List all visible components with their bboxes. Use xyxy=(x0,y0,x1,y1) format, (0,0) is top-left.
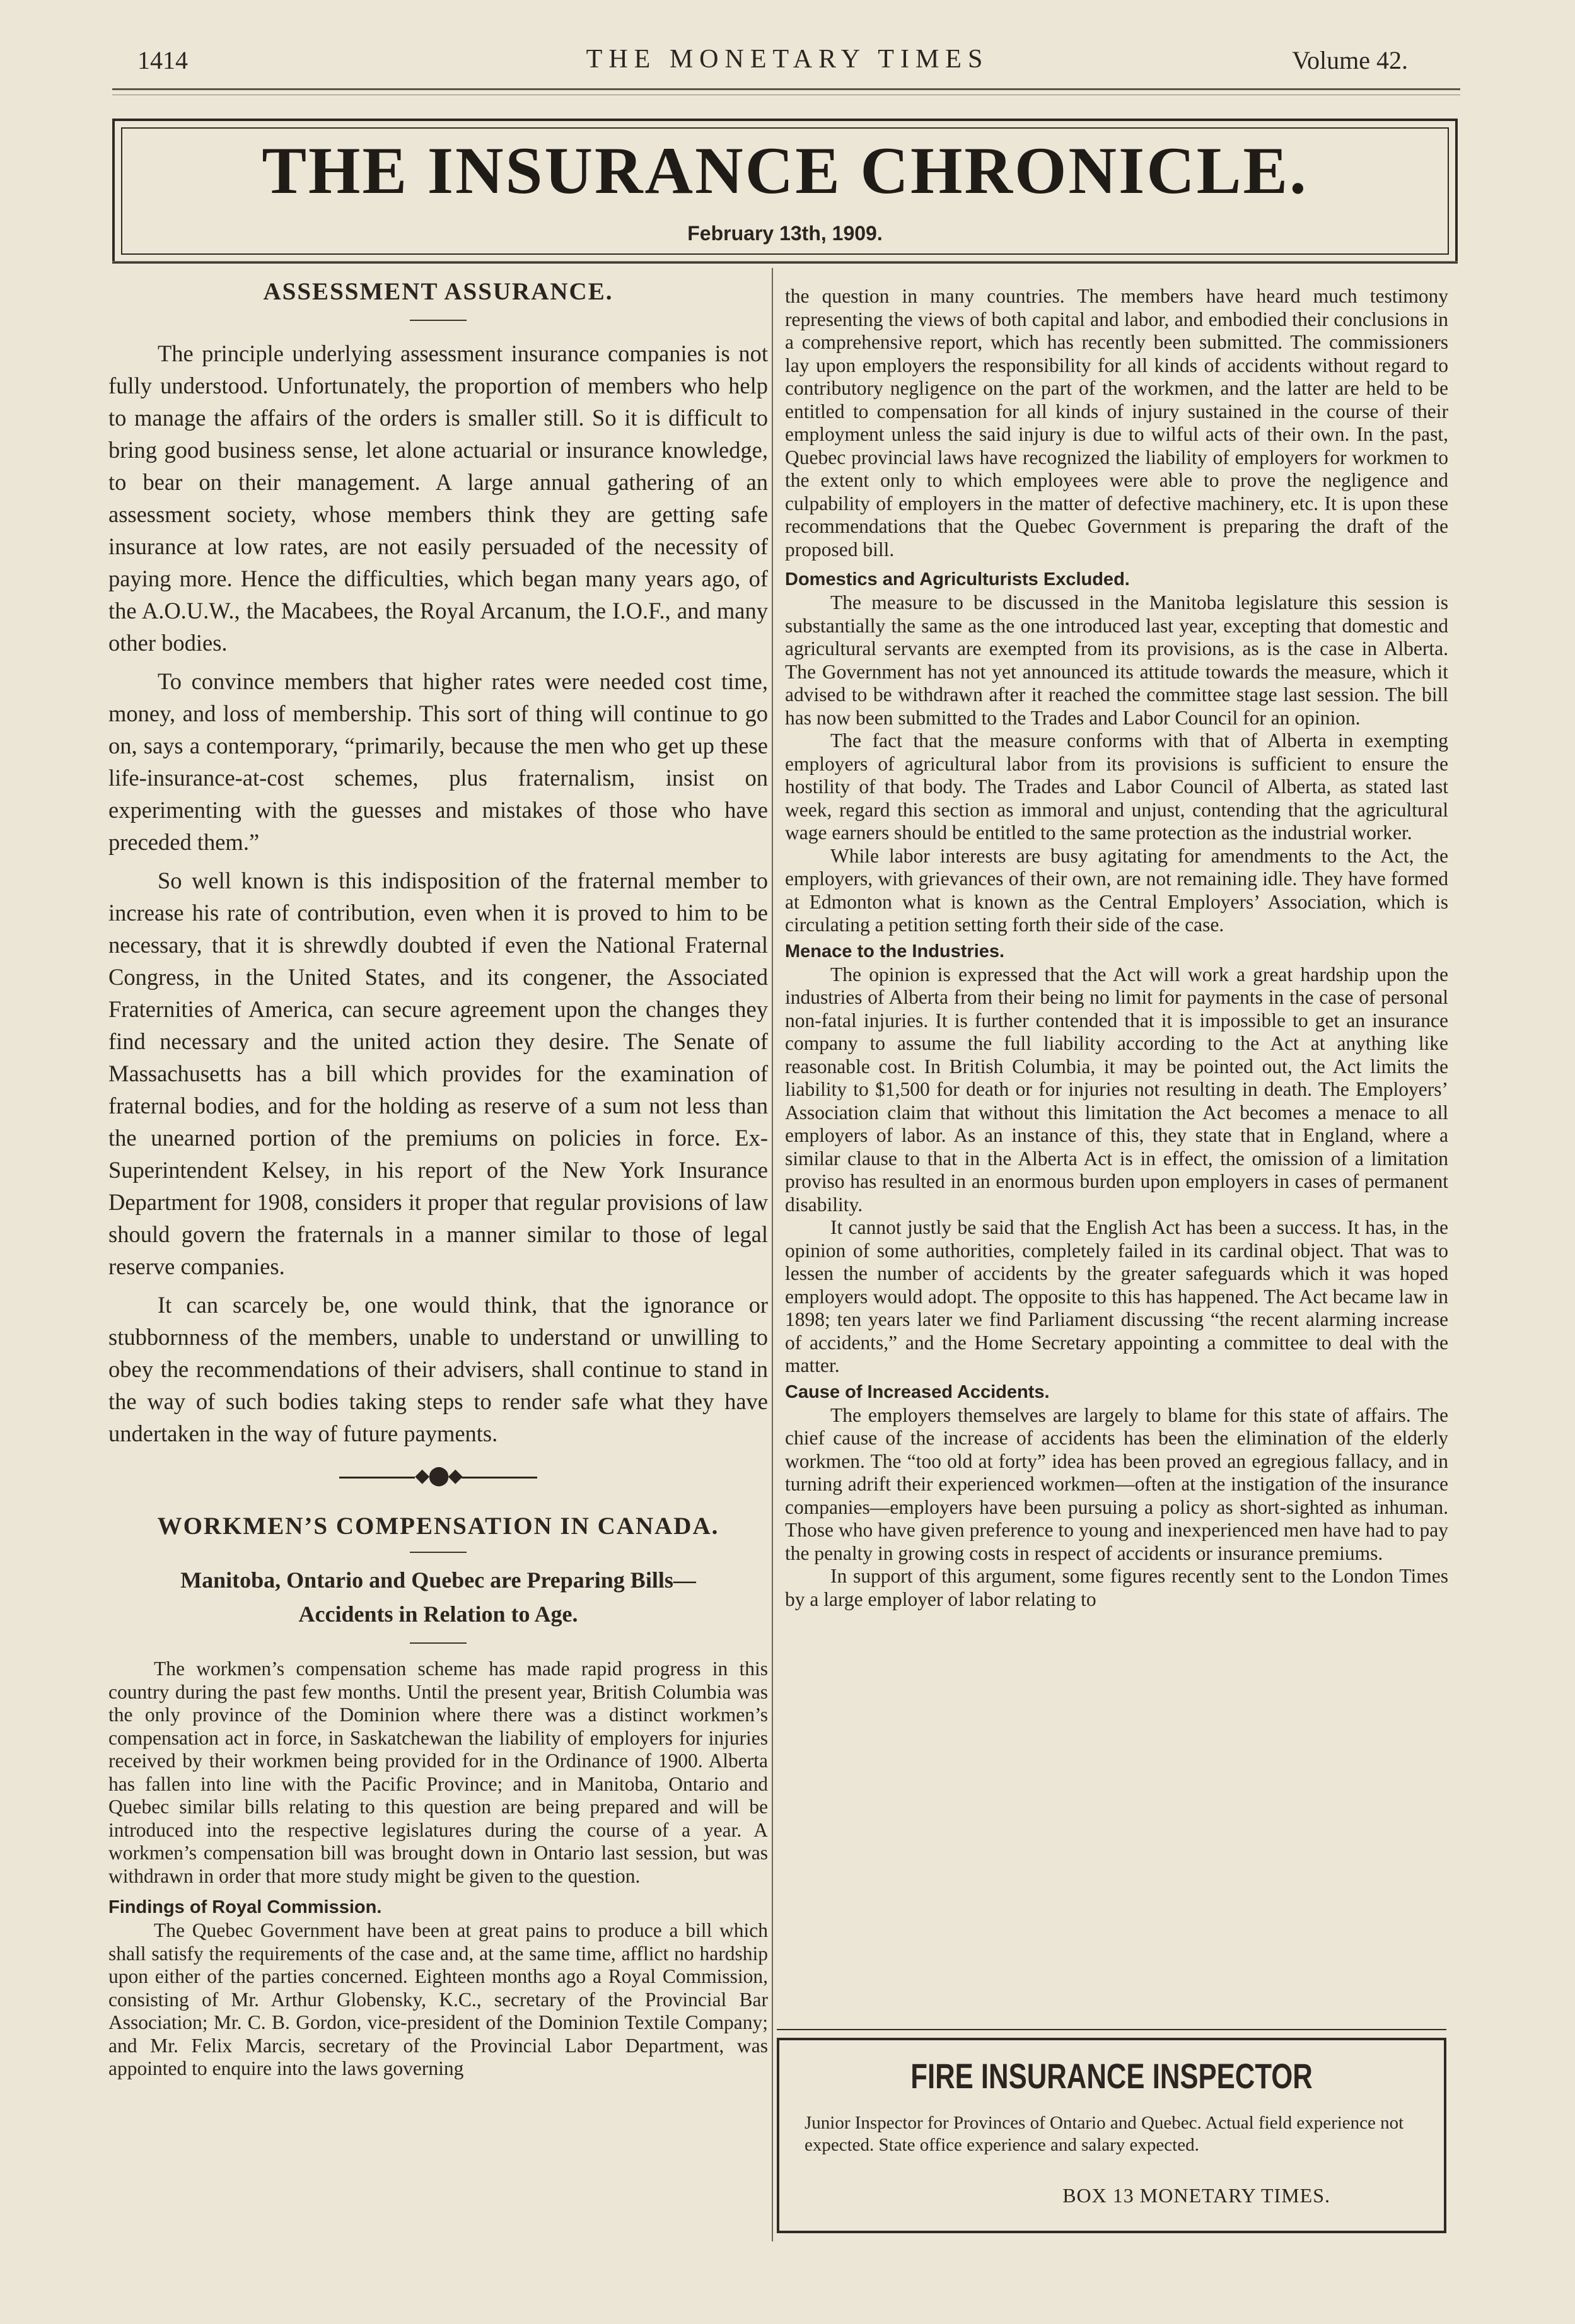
workmen-heading: WORKMEN’S COMPENSATION IN CANADA. xyxy=(157,1513,719,1540)
assessment-paragraph: So well known is this indisposition of the fraternal member to increase his rate of contribution, even when it is proved to him to be necessary, that it is shrewdly doubted if even the National Fraternal Congress, in the United States, and its congener, the Associated Fraternities of America, can secure agreement upon the changes they find necessary and the united action they desire. The Senate of Massachusetts has a bill which provides for the examination of fraternal bodies, and for the holding as reserve of a sum not less than the unearned portion of the premiums on policies in force. Ex-Superintendent Kelsey, in his report of the New York Insurance Department for 1908, considers it proper that regular provisions of law should govern the fraternals in a manner similar to those of legal reserve companies. xyxy=(108,868,768,1279)
masthead-date: February 13th, 1909. xyxy=(687,222,883,245)
ad-top-rule xyxy=(777,2029,1446,2030)
menace-paragraph: The opinion is expressed that the Act will work a great hardship upon the industries of Alberta from their being no limit for payments in the case of personal non-fatal injuries. It is further contended that it is impossible to get an insurance company to assume the full liability according to the Act at anything like reasonable cost. In British Columbia, it may be pointed out, the Act limits the liability to $1,500 for death or for injuries not resulting in death. The Employers’ Association claim that without this limitation the Act becomes a menace to all employers of labor. As an instance of this, they state that in England, where a similar clause to that in the Alberta Act is in effect, the omission of a limitation proviso has resulted in an enormous burden upon employers in cases of permanent disability. xyxy=(785,963,1448,1216)
workmen-intro: The workmen’s compensation scheme has made rapid progress in this country during the past few months. Until the present year, British Columbia was the only province of the Dominion where there was a distinct workmen’s compensation act in force, in Saskatchewan the liability of employers for injuries received by their workmen being provided for in the Ordinance of 1900. Alberta has fallen into line with the Pacific Province; and in Manitoba, Ontario and Quebec similar bills relating to this question are being prepared and will be introduced into the respective legislatures during the course of a year. A workmen’s compensation bill was brought down in Ontario last session, but was withdrawn in order that more study might be given to the question. xyxy=(108,1658,768,1887)
masthead-title: THE INSURANCE CHRONICLE. xyxy=(262,134,1308,207)
findings-heading: Findings of Royal Commission. xyxy=(108,1897,382,1917)
workmen-body-right xyxy=(785,285,1448,1611)
cause-heading: Cause of Increased Accidents. xyxy=(785,1381,1050,1402)
advertisement xyxy=(777,2038,1446,2233)
domestics-paragraph: The measure to be discussed in the Manitoba legislature this session is substantially the same as the one introduced last year, excepting that domestic and agricultural servants are exempted from its provisions, as is the case in Alberta. The Government has not yet announced its attitude towards the measure, which it advised to be withdrawn after it reached the committee stage last session. The bill has now been submitted to the Trades and Labor Council for an opinion. xyxy=(785,591,1448,729)
column-divider xyxy=(772,268,773,2241)
findings-continued: the question in many countries. The members have heard much testimony representing the views of both capital and labor, and embodied their conclusions in a comprehensive report, which has recently been submitted. The commissioners lay upon employers the responsibility for all kinds of accidents without regard to contributory negligence on the part of the workmen, and the latter are held to be entitled to compensation for all kinds of injury sustained in the course of their employment unless the said injury is due to wilful acts of their own. In the past, Quebec provincial laws have recognized the liability of employers for workmen to the extent only to which employees were able to prove the negligence and culpability of employers in the matter of defective machinery, etc. It is upon these recommendations that the Quebec Government is preparing the draft of the proposed bill. xyxy=(785,285,1448,561)
workmen-subheading: Manitoba, Ontario and Quebec are Preparing Bills— xyxy=(180,1567,696,1593)
menace-paragraph: It cannot justly be said that the English Act has been a success. It has, in the opinion of some authorities, completely failed in its cardinal object. That was to lessen the number of accidents by the greater safeguards which it was hoped employers would adopt. The opposite to this has happened. The Act became law in 1898; ten years later we find Parliament discussing “the recent alarming increase of accidents,” and the Home Secretary appointing a committee to deal with the matter. xyxy=(785,1216,1448,1376)
header-rule xyxy=(112,88,1460,90)
heading-rule xyxy=(410,320,467,321)
running-head xyxy=(0,39,1575,83)
volume-label: Volume 42. xyxy=(1292,46,1408,74)
workmen-subheading-line2: Accidents in Relation to Age. xyxy=(298,1601,578,1627)
menace-heading: Menace to the Industries. xyxy=(785,941,1005,962)
findings-paragraph: The Quebec Government have been at great pains to produce a bill which shall satisfy the requirements of the case and, at the same time, afflict no hardship upon either of the parties concerned. Eighteen months ago a Royal Commission, consisting of Mr. Arthur Globensky, K.C., secretary of the Provincial Bar Association; Mr. C. B. Gordon, vice-president of the Dominion Textile Company; and Mr. Felix Marcis, secretary of the Provincial Labor Department, was appointed to enquire into the laws governing xyxy=(108,1919,768,2079)
masthead xyxy=(112,119,1458,264)
assessment-body xyxy=(108,337,768,1450)
ad-box-number: BOX 13 MONETARY TIMES. xyxy=(1062,2184,1330,2207)
ad-title: FIRE INSURANCE INSPECTOR xyxy=(910,2056,1313,2096)
cause-paragraph: The employers themselves are largely to blame for this state of affairs. The chief cause of the increase of accidents has been the elimination of the elderly workmen. The “too old at forty” idea has been proved an egregious fallacy, and in turning adrift their experienced workmen—often at the instigation of the insurance companies—employers have been pursuing a policy as short-sighted as inhuman. Those who have given preference to young and inexperienced men have had to pay the penalty in growing costs in respect of accidents or insurance premiums. xyxy=(785,1403,1448,1564)
heading-rule xyxy=(410,1642,467,1644)
heading-rule xyxy=(410,1552,467,1553)
assessment-paragraph: To convince members that higher rates were needed cost time, money, and loss of membership. This sort of thing will continue to go on, says a contemporary, “primarily, because the men who get up these life-insurance-at-cost schemes, plus fraternalism, insist on experimenting with the guesses and mistakes of those who have preceded them.” xyxy=(108,668,768,855)
left-column xyxy=(108,277,768,2081)
masthead-rule xyxy=(112,261,1458,262)
assessment-paragraph: It can scarcely be, one would think, that the ignorance or stubbornness of the members, unable to understand or unwilling to obey the recommendations of their advisers, shall continue to stand in the way of such bodies taking steps to render safe what they have undertaken in the way of future payments. xyxy=(108,1292,768,1446)
assessment-heading: ASSESSMENT ASSURANCE. xyxy=(263,278,613,305)
assessment-paragraph: The principle underlying assessment insurance companies is not fully understood. Unfortunately, the proportion of members who help to manage the affairs of the orders is smaller still. So it is difficult to bring good business sense, let alone actuarial or insurance knowledge, to bear on their management. A large annual gathering of an assessment society, whose members think they are getting safe insurance at low rates, are not easily persuaded of the necessity of paying more. Hence the difficulties, which began many years ago, of the A.O.U.W., the Macabees, the Royal Arcanum, the I.O.F., and many other bodies. xyxy=(108,340,768,656)
ad-text: Junior Inspector for Provinces of Ontario and Quebec. Actual field experience not expected. State office experience and salary expected. xyxy=(805,2113,1404,2155)
domestics-heading: Domestics and Agriculturists Excluded. xyxy=(785,569,1130,590)
domestics-paragraph: The fact that the measure conforms with that of Alberta in exempting employers of agricultural labor from its provisions is sufficient to ensure the hostility of that body. The Trades and Labor Council of Alberta, as stated last week, regard this section as immoral and unjust, contending that the agricultural wage earners should be entitled to the same protection as the industrial worker. xyxy=(785,729,1448,844)
workmen-body-left xyxy=(108,1658,768,2081)
cause-paragraph: In support of this argument, some figures recently sent to the London Times by a large employer of labor relating to xyxy=(785,1565,1448,1610)
journal-title: THE MONETARY TIMES xyxy=(586,45,989,74)
section-ornament: ◆⬤◆ xyxy=(108,1465,768,1487)
domestics-paragraph: While labor interests are busy agitating for amendments to the Act, the employers, with grievances of their own, are not remaining idle. They have formed at Edmonton what is known as the Central Employers’ Association, which is circulating a petition setting forth their side of the case. xyxy=(785,844,1448,936)
page-number: 1414 xyxy=(137,46,188,74)
right-column xyxy=(785,285,1448,1611)
